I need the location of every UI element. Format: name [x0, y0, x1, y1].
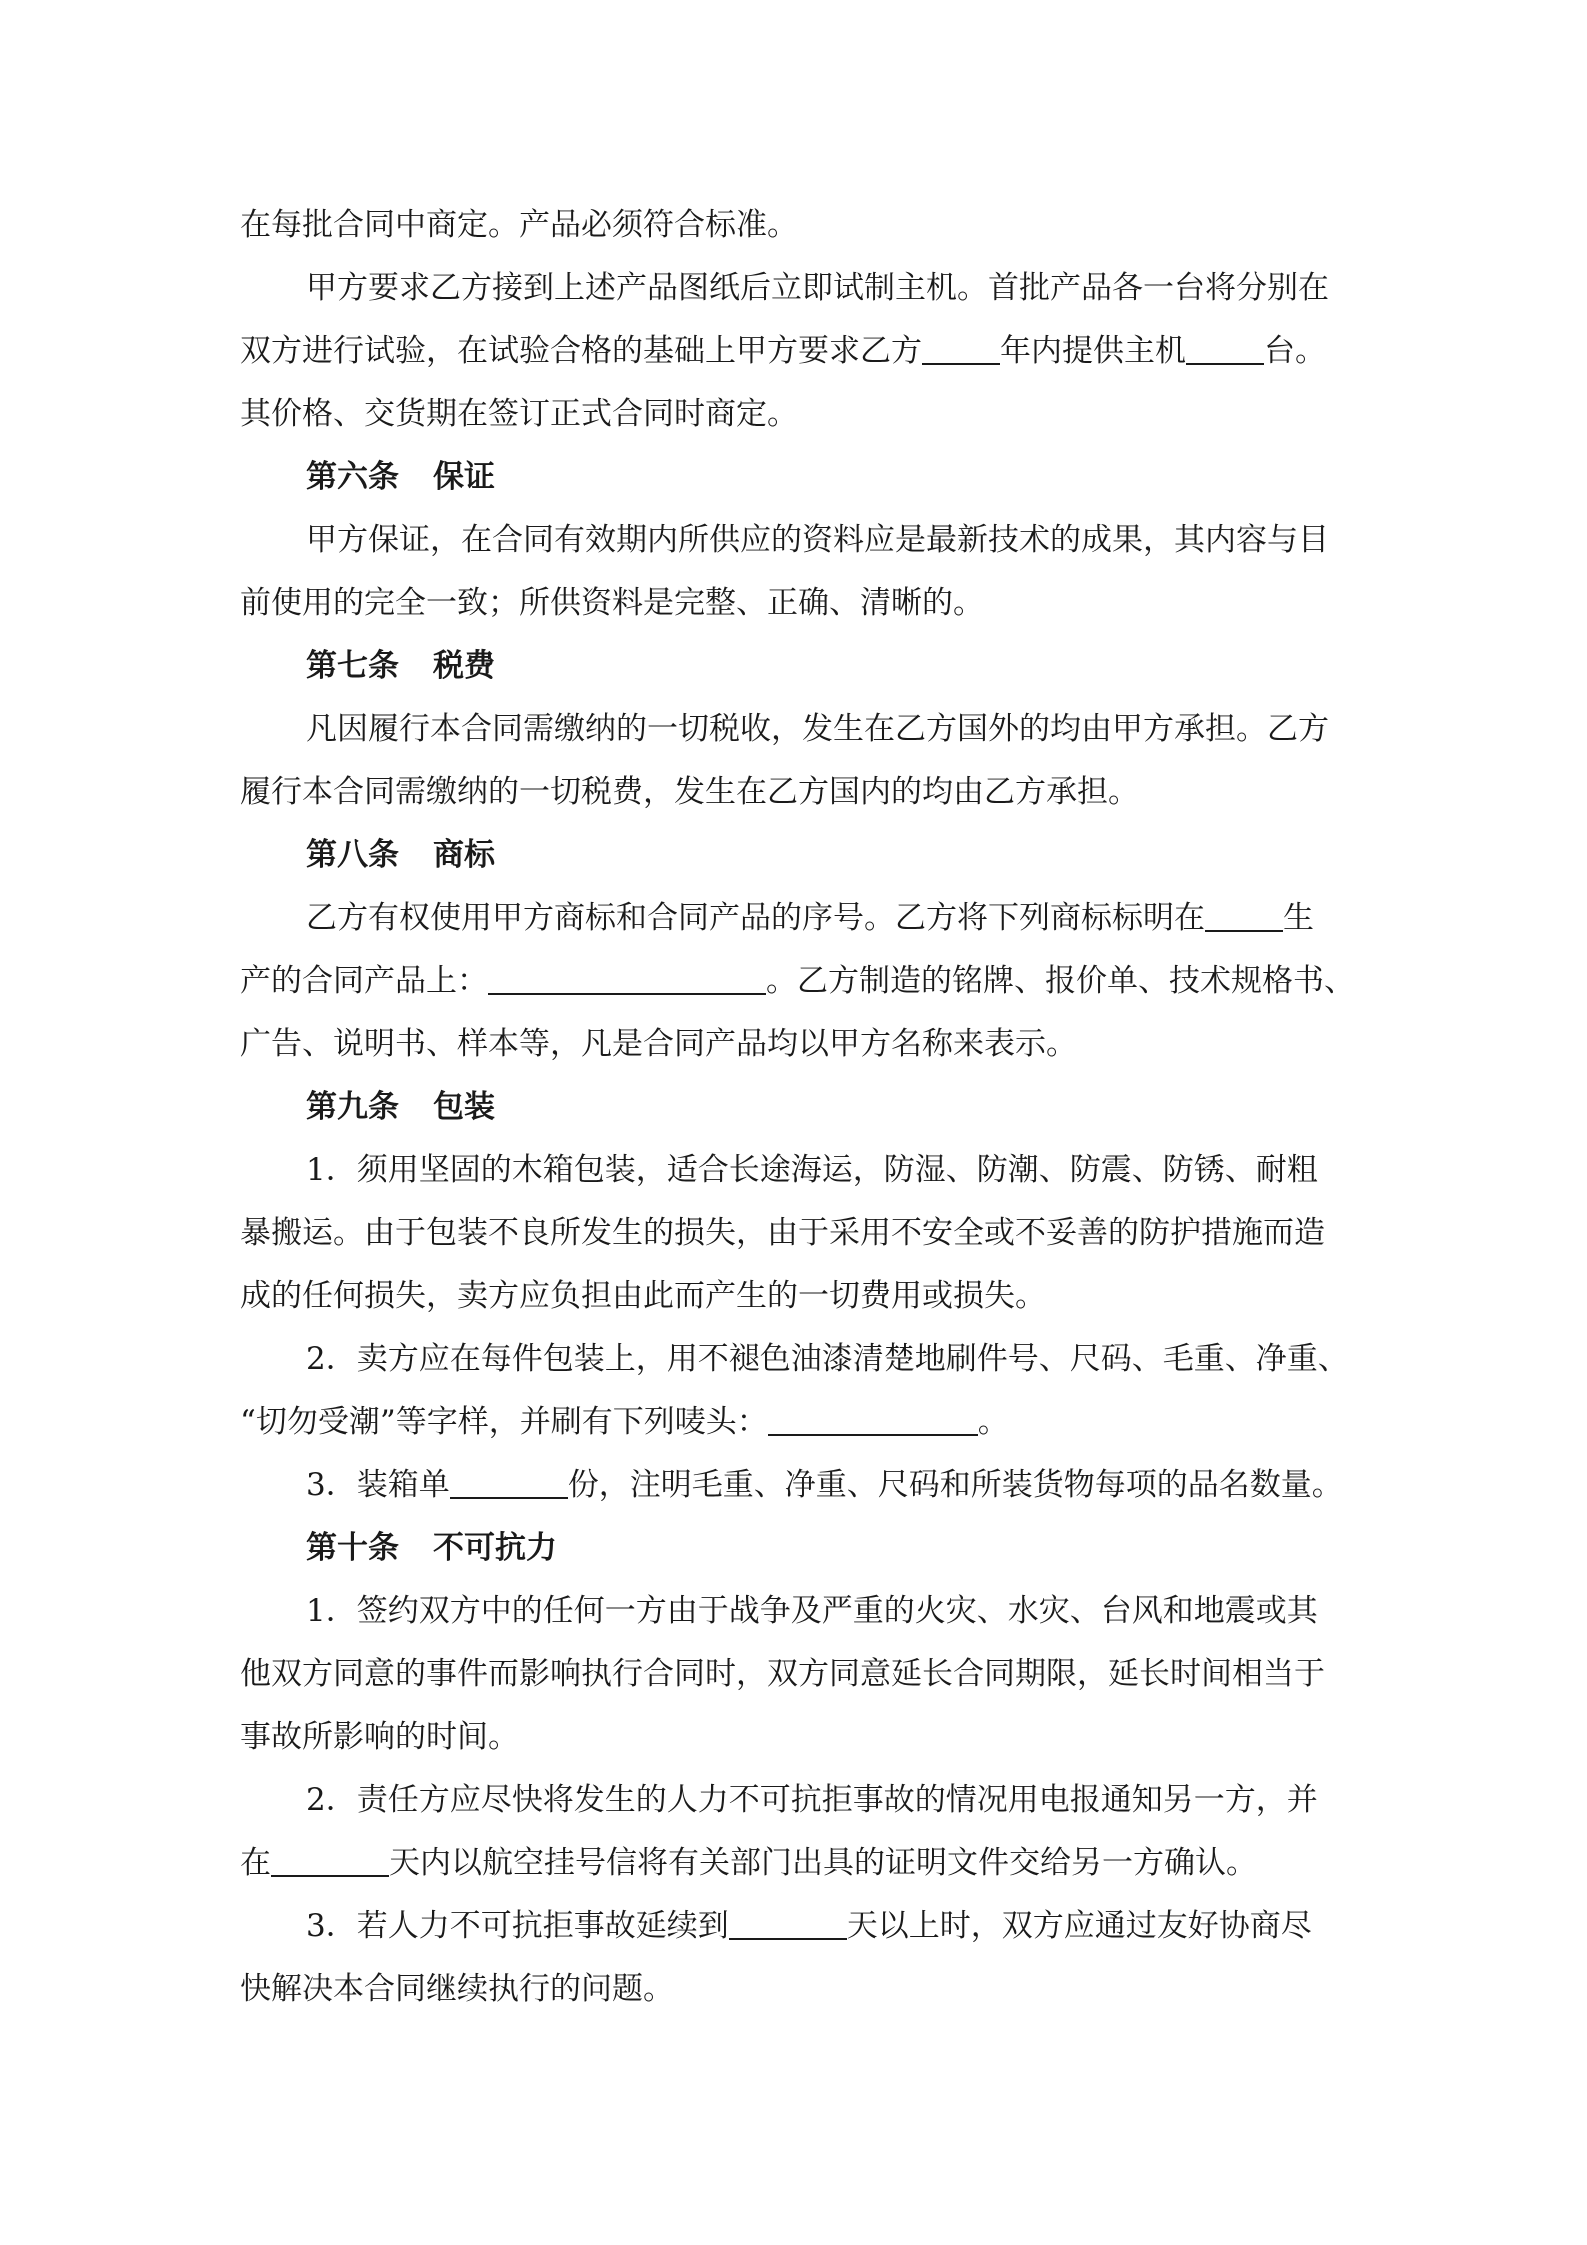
- paragraph-line: [240, 1328, 1348, 1391]
- text: 快解决本合同继续执行的问题。: [240, 1971, 674, 2007]
- text: 份，注明毛重、净重、尺码和所装货物每项的品名数量。: [567, 1467, 1343, 1503]
- article-title: 商标: [433, 837, 495, 873]
- text: 在: [240, 1845, 271, 1881]
- article-title: 包装: [433, 1089, 495, 1125]
- article-heading: [240, 824, 1348, 887]
- fill-blank[interactable]: [1205, 896, 1283, 932]
- paragraph-line: [240, 1580, 1348, 1643]
- fill-blank[interactable]: [271, 1841, 389, 1877]
- article-heading: [240, 1076, 1348, 1139]
- article-title: 税费: [433, 648, 495, 684]
- article-number: 第七条: [306, 648, 399, 684]
- paragraph-line: [240, 1895, 1348, 1958]
- text: 天以上时，双方应通过友好协商尽: [846, 1908, 1312, 1944]
- text: 台。: [1264, 333, 1326, 369]
- text: 暴搬运。由于包装不良所发生的损失，由于采用不安全或不妥善的防护措施而造: [240, 1215, 1325, 1251]
- text: 其价格、交货期在签订正式合同时商定。: [240, 396, 798, 432]
- contract-body: [240, 194, 1355, 2021]
- text: 2．责任方应尽快将发生的人力不可抗拒事故的情况用电报通知另一方，并: [306, 1782, 1318, 1818]
- paragraph-line: [240, 1769, 1348, 1832]
- text: 事故所影响的时间。: [240, 1719, 519, 1755]
- article-number: 第八条: [306, 837, 399, 873]
- article-heading: [240, 635, 1348, 698]
- fill-blank[interactable]: [922, 329, 1000, 365]
- text: 天内以航空挂号信将有关部门出具的证明文件交给另一方确认。: [389, 1845, 1257, 1881]
- text: 2．卖方应在每件包装上，用不褪色油漆清楚地刷件号、尺码、毛重、净重、: [306, 1341, 1349, 1377]
- fill-blank[interactable]: [488, 959, 766, 995]
- text: 乙方有权使用甲方商标和合同产品的序号。乙方将下列商标标明在: [306, 900, 1205, 936]
- text: 。: [977, 1404, 1009, 1440]
- paragraph-line: [240, 1391, 1348, 1454]
- text: 在每批合同中商定。产品必须符合标准。: [240, 207, 798, 243]
- text: 甲方保证，在合同有效期内所供应的资料应是最新技术的成果，其内容与目: [306, 522, 1329, 558]
- paragraph-line: [240, 1706, 1348, 1769]
- paragraph-line: [240, 383, 1348, 446]
- text: 1．签约双方中的任何一方由于战争及严重的火灾、水灾、台风和地震或其: [306, 1593, 1318, 1629]
- article-title: 不可抗力: [433, 1530, 557, 1566]
- paragraph-line: [240, 194, 1348, 257]
- text: “切勿受潮”等字样，并刷有下列唛头：: [240, 1404, 768, 1440]
- article-number: 第九条: [306, 1089, 399, 1125]
- text: 广告、说明书、样本等，凡是合同产品均以甲方名称来表示。: [240, 1026, 1077, 1062]
- article-heading: [240, 1517, 1348, 1580]
- paragraph-line: [240, 1139, 1348, 1202]
- text: 双方进行试验，在试验合格的基础上甲方要求乙方: [240, 333, 922, 369]
- text: 甲方要求乙方接到上述产品图纸后立即试制主机。首批产品各一台将分别在: [306, 270, 1329, 306]
- article-heading: [240, 446, 1348, 509]
- fill-blank[interactable]: [768, 1400, 978, 1436]
- paragraph-line: [240, 761, 1348, 824]
- paragraph-line: [240, 572, 1348, 635]
- paragraph-line: [240, 1013, 1348, 1076]
- text: 前使用的完全一致；所供资料是完整、正确、清晰的。: [240, 585, 984, 621]
- fill-blank[interactable]: [1186, 329, 1264, 365]
- article-number: 第十条: [306, 1530, 399, 1566]
- text: 成的任何损失，卖方应负担由此而产生的一切费用或损失。: [240, 1278, 1046, 1314]
- paragraph-line: [240, 1202, 1348, 1265]
- paragraph-line: [240, 887, 1348, 950]
- paragraph-line: [240, 320, 1348, 383]
- article-number: 第六条: [306, 459, 399, 495]
- text: 3．若人力不可抗拒事故延续到: [306, 1908, 729, 1944]
- paragraph-line: [240, 698, 1348, 761]
- fill-blank[interactable]: [729, 1904, 847, 1940]
- paragraph-line: [240, 1643, 1348, 1706]
- text: 年内提供主机: [1000, 333, 1186, 369]
- paragraph-line: [240, 1454, 1348, 1517]
- text: 产的合同产品上：: [240, 963, 488, 999]
- article-title: 保证: [433, 459, 495, 495]
- text: 他双方同意的事件而影响执行合同时，双方同意延长合同期限，延长时间相当于: [240, 1656, 1325, 1692]
- text: 3．装箱单: [306, 1467, 450, 1503]
- paragraph-line: [240, 1958, 1348, 2021]
- paragraph-line: [240, 1265, 1348, 1328]
- paragraph-line: [240, 950, 1355, 1013]
- paragraph-line: [240, 509, 1348, 572]
- paragraph-line: [240, 1832, 1348, 1895]
- text: 凡因履行本合同需缴纳的一切税收，发生在乙方国外的均由甲方承担。乙方: [306, 711, 1329, 747]
- paragraph-line: [240, 257, 1348, 320]
- text: 生: [1283, 900, 1314, 936]
- fill-blank[interactable]: [450, 1463, 568, 1499]
- text: 1．须用坚固的木箱包装，适合长途海运，防湿、防潮、防震、防锈、耐粗: [306, 1152, 1318, 1188]
- text: 履行本合同需缴纳的一切税费，发生在乙方国内的均由乙方承担。: [240, 774, 1139, 810]
- text: 。乙方制造的铭牌、报价单、技术规格书、: [766, 963, 1355, 999]
